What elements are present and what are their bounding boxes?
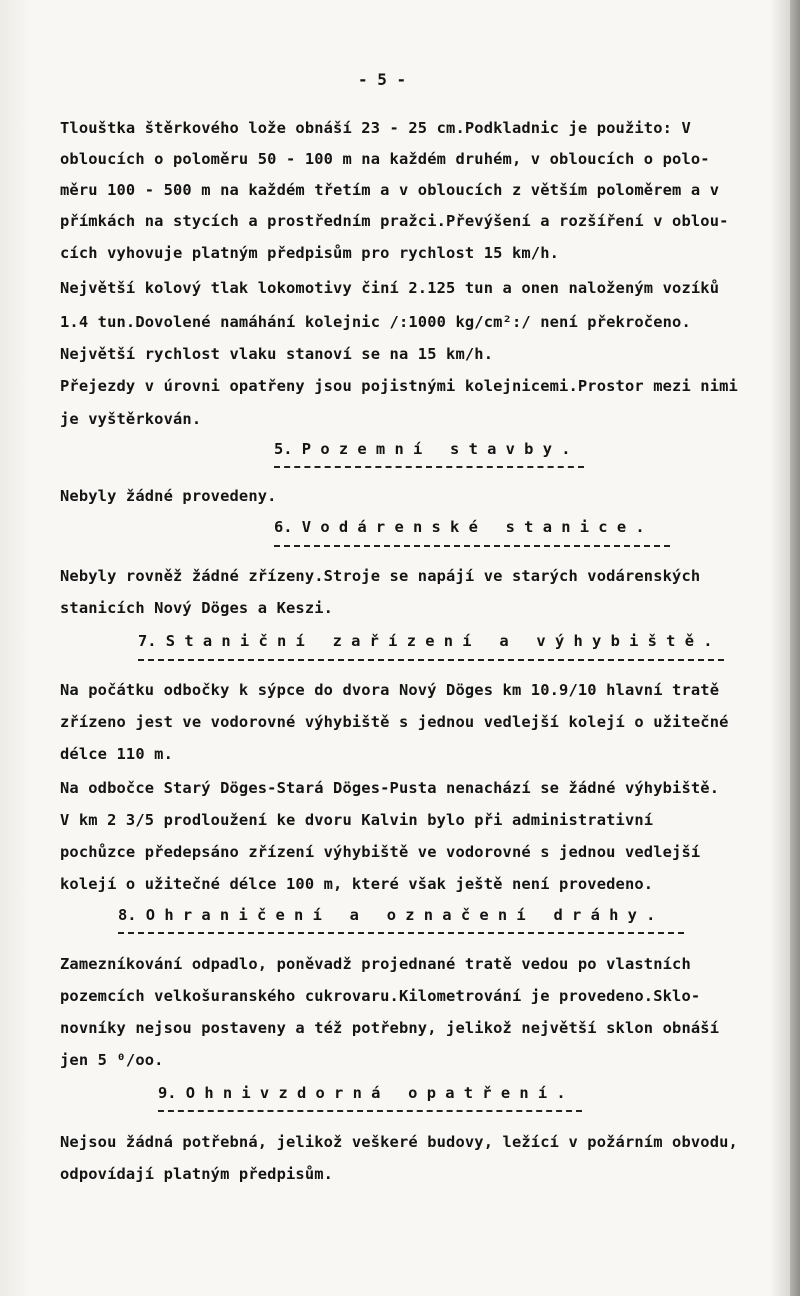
text-line: je vyštěrkován. [60, 410, 202, 428]
text-line: odpovídají platným předpisům. [60, 1165, 334, 1183]
text-line: Na počátku odbočky k sýpce do dvora Nový Döges km 10.9/10 hlavní tratě [60, 681, 720, 699]
text-line: pochůzce předepsáno zřízení výhybiště ve vodorovné s jednou vedlejší [60, 843, 701, 861]
heading-underline [274, 466, 584, 468]
page-number: - 5 - [358, 70, 407, 89]
text-line: Přejezdy v úrovni opatřeny jsou pojistnými kolejnicemi.Prostor mezi nimi [60, 377, 738, 395]
text-line: Tlouštka štěrkového lože obnáší 23 - 25 cm.Podkladnic je použito: V [60, 119, 691, 137]
text-line: přímkách na stycích a prostředním pražci.Převýšení a rozšíření v oblou- [60, 212, 729, 230]
heading-underline [138, 659, 724, 661]
text-line: V km 2 3/5 prodloužení ke dvoru Kalvin bylo při administrativní [60, 811, 654, 829]
text-line: pozemcích velkošuranského cukrovaru.Kilometrování je provedeno.Sklo- [60, 987, 701, 1005]
text-line: jen 5 ⁰/oo. [60, 1051, 164, 1069]
text-line: Nebyly žádné provedeny. [60, 487, 277, 505]
text-line: kolejí o užitečné délce 100 m, které však ještě není provedeno. [60, 875, 654, 893]
text-line: délce 110 m. [60, 745, 173, 763]
text-line: Zamezníkování odpadlo, poněvadž projednané tratě vedou po vlastních [60, 955, 691, 973]
text-line: Největší kolový tlak lokomotivy činí 2.125 tun a onen naloženým vozíků [60, 279, 720, 297]
text-line: novníky nejsou postaveny a též potřebny, jelikož největší sklon obnáší [60, 1019, 720, 1037]
text-line: měru 100 - 500 m na každém třetím a v obloucích z větším poloměrem a v [60, 181, 720, 199]
section-heading-6: 6. V o d á r e n s k é s t a n i c e . [274, 518, 645, 536]
heading-underline [274, 545, 670, 547]
text-line: Nebyly rovněž žádné zřízeny.Stroje se napájí ve starých vodárenských [60, 567, 701, 585]
text-line: Nejsou žádná potřebná, jelikož veškeré budovy, ležící v požárním obvodu, [60, 1133, 738, 1151]
text-line: 1.4 tun.Dovolené namáhání kolejnic /:1000 kg/cm²:/ není překročeno. [60, 313, 691, 331]
page-edge-shadow [790, 0, 800, 1296]
text-line: obloucích o poloměru 50 - 100 m na každém druhém, v obloucích o polo- [60, 150, 710, 168]
section-heading-9: 9. O h n i v z d o r n á o p a t ř e n í . [158, 1084, 566, 1102]
text-line: cích vyhovuje platným předpisům pro rychlost 15 km/h. [60, 244, 560, 262]
text-line: stanicích Nový Döges a Keszi. [60, 599, 334, 617]
text-line: zřízeno jest ve vodorovné výhybiště s jednou vedlejší kolejí o užitečné [60, 713, 729, 731]
heading-underline [118, 932, 684, 934]
section-heading-5: 5. P o z e m n í s t a v b y . [274, 440, 571, 458]
heading-underline [158, 1110, 582, 1112]
text-line: Na odbočce Starý Döges-Stará Döges-Pusta nenachází se žádné výhybiště. [60, 779, 720, 797]
section-heading-8: 8. O h r a n i č e n í a o z n a č e n í d r á h y . [118, 906, 656, 924]
section-heading-7: 7. S t a n i č n í z a ř í z e n í a v ý h y b i š t ě . [138, 632, 713, 650]
text-line: Největší rychlost vlaku stanoví se na 15 km/h. [60, 345, 494, 363]
